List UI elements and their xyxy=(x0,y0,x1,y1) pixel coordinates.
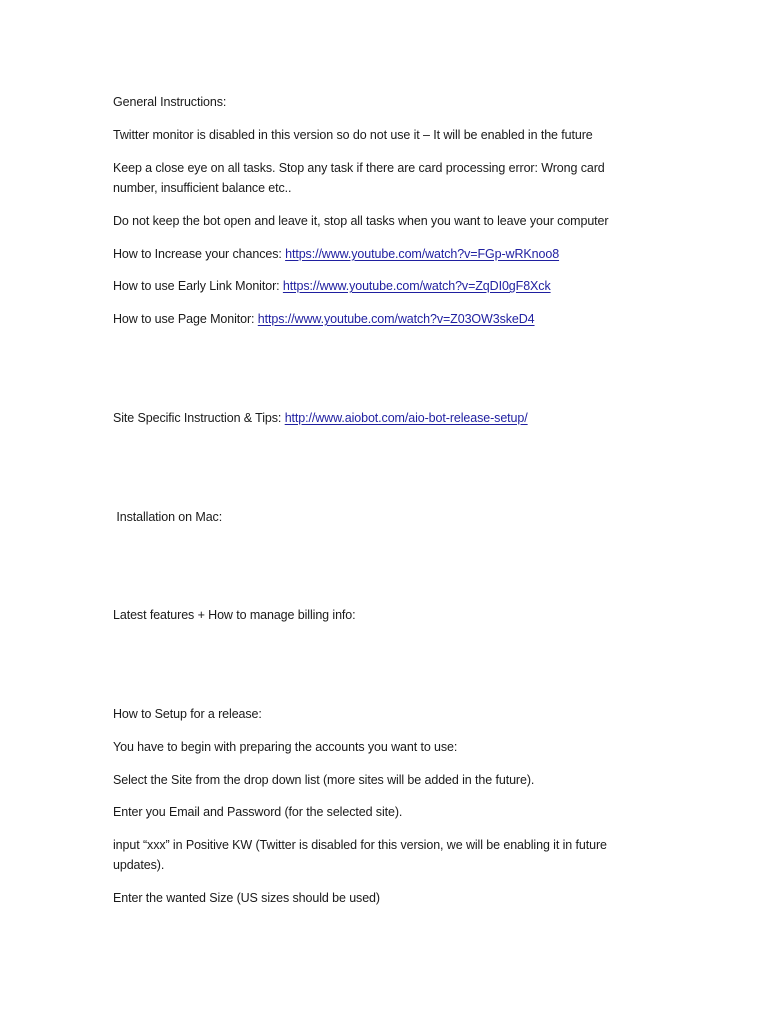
early-link-monitor-line xyxy=(113,276,653,296)
select-site-note: Select the Site from the drop down list (more sites will be added in the future). xyxy=(113,773,535,787)
page-monitor-line xyxy=(113,309,653,329)
early-link-monitor-link[interactable]: https://www.youtube.com/watch?v=ZqDI0gF8Xck xyxy=(282,279,551,293)
page-monitor-label: How to use Page Monitor: xyxy=(113,312,258,326)
increase-chances-label: How to Increase your chances: xyxy=(113,247,286,261)
twitter-monitor-note: Twitter monitor is disabled in this version so do not use it – It will be enabled in the future xyxy=(113,128,593,142)
close-eye-note: Keep a close eye on all tasks. Stop any task if there are card processing error: Wrong card number, insufficient balance etc.. xyxy=(113,161,605,195)
site-specific-line xyxy=(113,408,653,428)
site-specific-label: Site Specific Instruction & Tips: xyxy=(113,411,285,425)
general-instructions-heading: General Instructions: xyxy=(113,95,227,109)
prepare-accounts-note: You have to begin with preparing the accounts you want to use: xyxy=(113,740,458,754)
wanted-size-note: Enter the wanted Size (US sizes should be used) xyxy=(113,891,380,905)
early-link-monitor-label: How to use Early Link Monitor: xyxy=(113,279,283,293)
site-specific-link[interactable]: http://www.aiobot.com/aio-bot-release-setup/ xyxy=(284,411,528,425)
increase-chances-link[interactable]: https://www.youtube.com/watch?v=FGp-wRKnoo8 xyxy=(285,247,560,261)
increase-chances-line xyxy=(113,244,653,264)
enter-email-note: Enter you Email and Password (for the selected site). xyxy=(113,805,403,819)
installation-mac-heading: Installation on Mac: xyxy=(113,510,223,524)
page-monitor-link[interactable]: https://www.youtube.com/watch?v=Z03OW3skeD4 xyxy=(257,312,535,326)
setup-release-heading: How to Setup for a release: xyxy=(113,707,262,721)
latest-features-heading: Latest features + How to manage billing info: xyxy=(113,608,356,622)
keep-bot-open-note: Do not keep the bot open and leave it, stop all tasks when you want to leave your computer xyxy=(113,214,609,228)
positive-kw-note: input “xxx” in Positive KW (Twitter is disabled for this version, we will be enabling it in future updates). xyxy=(113,838,607,872)
